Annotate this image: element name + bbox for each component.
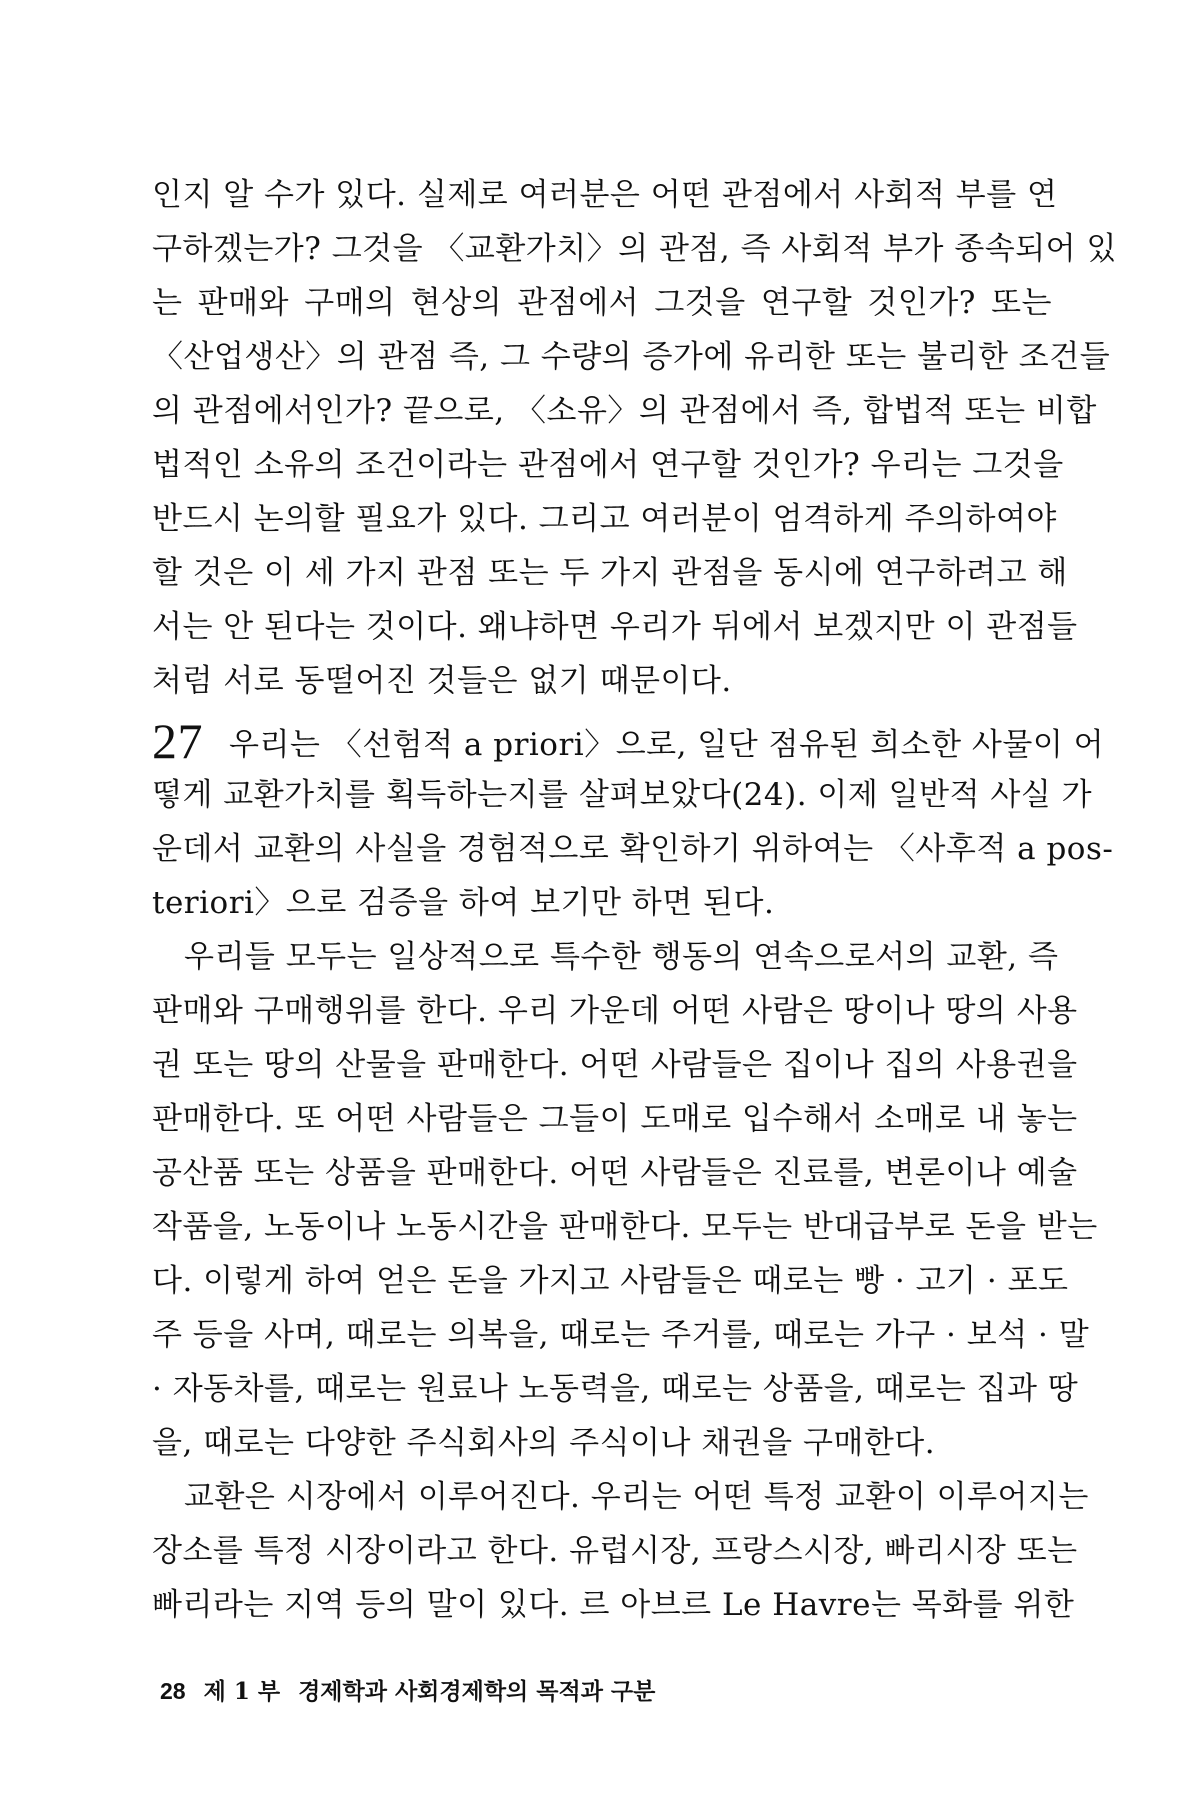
part-label: 제 1 부	[203, 1678, 281, 1705]
section-number: 27	[152, 713, 203, 769]
text-line: 교환은 시장에서 이루어진다. 우리는 어떤 특정 교환이 이루어지는	[184, 1479, 1089, 1515]
text-line: 서는 안 된다는 것이다. 왜냐하면 우리가 뒤에서 보겠지만 이 관점들	[152, 609, 1078, 645]
text-line: 작품을, 노동이나 노동시간을 판매한다. 모두는 반대급부로 돈을 받는	[152, 1209, 1098, 1245]
text-line: 할 것은 이 세 가지 관점 또는 두 가지 관점을 동시에 연구하려고 해	[152, 555, 1068, 591]
text-line: 인지 알 수가 있다. 실제로 여러분은 어떤 관점에서 사회적 부를 연	[152, 177, 1058, 213]
section-first-line	[152, 713, 1105, 769]
text-line: 빠리라는 지역 등의 말이 있다. 르 아브르 Le Havre는 목화를 위한	[152, 1587, 1075, 1623]
text-line: 다. 이렇게 하여 얻은 돈을 가지고 사람들은 때로는 빵 · 고기 · 포도	[152, 1263, 1069, 1299]
text-line: 판매한다. 또 어떤 사람들은 그들이 도매로 입수해서 소매로 내 놓는	[152, 1101, 1078, 1137]
chapter-title: 경제학과 사회경제학의 목적과 구분	[298, 1678, 656, 1705]
text-line: · 자동차를, 때로는 원료나 노동력을, 때로는 상품을, 때로는 집과 땅	[152, 1371, 1079, 1407]
text-line: 우리들 모두는 일상적으로 특수한 행동의 연속으로서의 교환, 즉	[184, 939, 1059, 975]
text-line: 구하겠는가? 그것을 〈교환가치〉의 관점, 즉 사회적 부가 종속되어 있	[152, 231, 1117, 267]
text-line: 을, 때로는 다양한 주식회사의 주식이나 채권을 구매한다.	[152, 1425, 936, 1461]
top-paragraph	[152, 168, 1117, 708]
page-footer	[160, 1674, 655, 1708]
text-line: 는 판매와 구매의 현상의 관점에서 그것을 연구할 것인가? 또는	[152, 285, 1052, 321]
text-line: 운데서 교환의 사실을 경험적으로 확인하기 위하여는 〈사후적 a pos-	[152, 831, 1114, 867]
text-line: teriori〉으로 검증을 하여 보기만 하면 된다.	[152, 885, 775, 921]
section-27	[152, 713, 1114, 1632]
text-line: 반드시 논의할 필요가 있다. 그리고 여러분이 엄격하게 주의하여야	[152, 501, 1057, 537]
text-line: 〈산업생산〉의 관점 즉, 그 수량의 증가에 유리한 또는 불리한 조건들	[152, 339, 1111, 375]
text-line: 권 또는 땅의 산물을 판매한다. 어떤 사람들은 집이나 집의 사용권을	[152, 1047, 1078, 1083]
text-line: 법적인 소유의 조건이라는 관점에서 연구할 것인가? 우리는 그것을	[152, 447, 1064, 483]
text-line: 공산품 또는 상품을 판매한다. 어떤 사람들은 진료를, 변론이나 예술	[152, 1155, 1078, 1191]
text-line: 판매와 구매행위를 한다. 우리 가운데 어떤 사람은 땅이나 땅의 사용	[152, 993, 1078, 1029]
text-line: 처럼 서로 동떨어진 것들은 없기 때문이다.	[152, 663, 732, 699]
page-number: 28	[160, 1678, 186, 1704]
text-line: 주 등을 사며, 때로는 의복을, 때로는 주거를, 때로는 가구 · 보석 · 말	[152, 1317, 1090, 1353]
text-line: 의 관점에서인가? 끝으로, 〈소유〉의 관점에서 즉, 합법적 또는 비합	[152, 393, 1097, 429]
text-line: 장소를 특정 시장이라고 한다. 유럽시장, 프랑스시장, 빠리시장 또는	[152, 1533, 1078, 1569]
section-first-line-text: 우리는 〈선험적 a priori〉으로, 일단 점유된 희소한 사물이 어	[229, 727, 1105, 763]
text-line: 떻게 교환가치를 획득하는지를 살펴보았다(24). 이제 일반적 사실 가	[152, 777, 1093, 813]
